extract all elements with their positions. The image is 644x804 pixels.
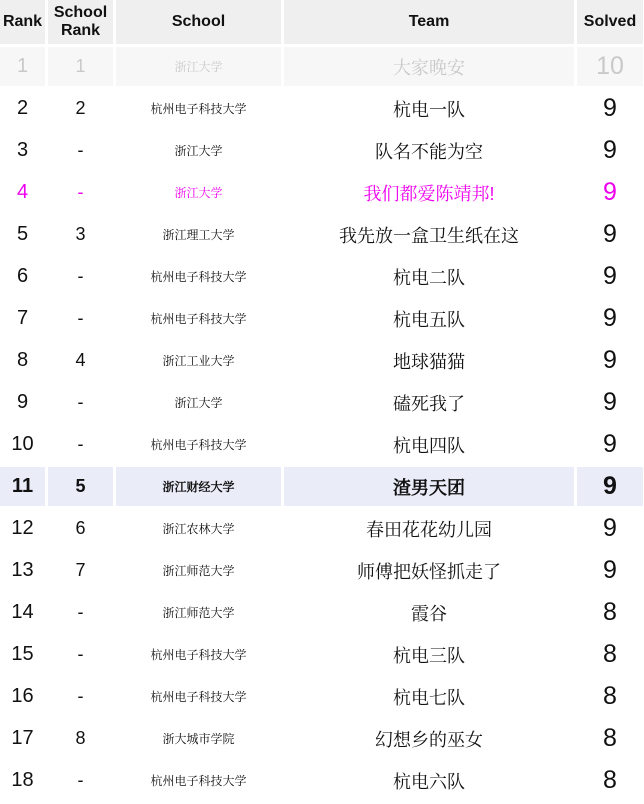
school-name: 浙江大学 — [116, 173, 281, 212]
rank-cell: 15 — [0, 635, 45, 674]
solved-count: 9 — [577, 551, 643, 590]
standings-row — [0, 89, 643, 128]
solved-count: 9 — [577, 173, 643, 212]
rank-cell: 8 — [0, 341, 45, 380]
col-header-team: Team — [284, 0, 574, 44]
school-name: 浙大城市学院 — [116, 719, 281, 758]
solved-count: 9 — [577, 383, 643, 422]
solved-count: 9 — [577, 257, 643, 296]
rank-cell: 14 — [0, 593, 45, 632]
team-name: 幻想乡的巫女 — [284, 719, 574, 758]
solved-count: 8 — [577, 635, 643, 674]
school-rank-cell: - — [48, 299, 113, 338]
standings-row — [0, 341, 643, 380]
school-rank-cell: - — [48, 131, 113, 170]
school-rank-cell: - — [48, 677, 113, 716]
school-name: 浙江财经大学 — [116, 467, 281, 506]
school-name: 浙江大学 — [116, 131, 281, 170]
team-name: 渣男天团 — [284, 467, 574, 506]
team-name: 师傅把妖怪抓走了 — [284, 551, 574, 590]
rank-cell: 1 — [0, 47, 45, 86]
rank-cell: 16 — [0, 677, 45, 716]
team-name: 磕死我了 — [284, 383, 574, 422]
standings-body — [0, 47, 643, 800]
school-name: 浙江大学 — [116, 47, 281, 86]
solved-count: 9 — [577, 299, 643, 338]
rank-cell: 7 — [0, 299, 45, 338]
school-rank-cell: - — [48, 425, 113, 464]
team-name: 杭电二队 — [284, 257, 574, 296]
school-rank-cell: 7 — [48, 551, 113, 590]
school-name: 浙江工业大学 — [116, 341, 281, 380]
school-rank-cell: 6 — [48, 509, 113, 548]
rank-cell: 18 — [0, 761, 45, 800]
standings-row — [0, 215, 643, 254]
school-rank-cell: - — [48, 635, 113, 674]
school-name: 浙江大学 — [116, 383, 281, 422]
solved-count: 9 — [577, 215, 643, 254]
school-name: 杭州电子科技大学 — [116, 635, 281, 674]
school-rank-cell: - — [48, 593, 113, 632]
school-rank-cell: 4 — [48, 341, 113, 380]
school-name: 杭州电子科技大学 — [116, 425, 281, 464]
solved-count: 9 — [577, 467, 643, 506]
solved-count: 8 — [577, 677, 643, 716]
rank-cell: 11 — [0, 467, 45, 506]
rank-cell: 9 — [0, 383, 45, 422]
standings-row — [0, 299, 643, 338]
rank-cell: 10 — [0, 425, 45, 464]
standings-row — [0, 761, 643, 800]
standings-row — [0, 425, 643, 464]
school-rank-cell: - — [48, 761, 113, 800]
solved-count: 8 — [577, 761, 643, 800]
standings-row — [0, 257, 643, 296]
school-name: 浙江师范大学 — [116, 551, 281, 590]
school-name: 杭州电子科技大学 — [116, 89, 281, 128]
team-name: 霞谷 — [284, 593, 574, 632]
standings-row — [0, 677, 643, 716]
rank-cell: 2 — [0, 89, 45, 128]
school-name: 浙江农林大学 — [116, 509, 281, 548]
school-rank-cell: - — [48, 257, 113, 296]
team-name: 春田花花幼儿园 — [284, 509, 574, 548]
team-name: 杭电一队 — [284, 89, 574, 128]
school-name: 浙江理工大学 — [116, 215, 281, 254]
school-rank-cell: 5 — [48, 467, 113, 506]
header-row — [0, 0, 643, 44]
solved-count: 8 — [577, 593, 643, 632]
solved-count: 10 — [577, 47, 643, 86]
standings-row — [0, 173, 643, 212]
rank-cell: 3 — [0, 131, 45, 170]
solved-count: 9 — [577, 131, 643, 170]
school-rank-cell: 2 — [48, 89, 113, 128]
school-rank-cell: 8 — [48, 719, 113, 758]
team-name: 杭电七队 — [284, 677, 574, 716]
standings-row — [0, 131, 643, 170]
rank-cell: 6 — [0, 257, 45, 296]
rank-cell: 17 — [0, 719, 45, 758]
standings-row — [0, 509, 643, 548]
standings-row — [0, 635, 643, 674]
standings-row — [0, 551, 643, 590]
solved-count: 9 — [577, 509, 643, 548]
rank-cell: 12 — [0, 509, 45, 548]
rank-cell: 4 — [0, 173, 45, 212]
col-header-school: School — [116, 0, 281, 44]
team-name: 杭电六队 — [284, 761, 574, 800]
team-name: 我先放一盒卫生纸在这 — [284, 215, 574, 254]
standings-row — [0, 47, 643, 86]
school-name: 杭州电子科技大学 — [116, 257, 281, 296]
team-name: 我们都爱陈靖邦! — [284, 173, 574, 212]
solved-count: 9 — [577, 425, 643, 464]
school-name: 杭州电子科技大学 — [116, 761, 281, 800]
school-rank-cell: 3 — [48, 215, 113, 254]
team-name: 队名不能为空 — [284, 131, 574, 170]
rank-cell: 13 — [0, 551, 45, 590]
col-header-solved: Solved — [577, 0, 643, 44]
school-name: 浙江师范大学 — [116, 593, 281, 632]
team-name: 地球猫猫 — [284, 341, 574, 380]
standings-row — [0, 383, 643, 422]
solved-count: 8 — [577, 719, 643, 758]
school-rank-cell: - — [48, 383, 113, 422]
school-rank-cell: - — [48, 173, 113, 212]
col-header-school-rank: School Rank — [48, 0, 113, 44]
solved-count: 9 — [577, 89, 643, 128]
team-name: 杭电四队 — [284, 425, 574, 464]
team-name: 大家晚安 — [284, 47, 574, 86]
rank-cell: 5 — [0, 215, 45, 254]
standings-row — [0, 593, 643, 632]
school-name: 杭州电子科技大学 — [116, 677, 281, 716]
standings-row — [0, 719, 643, 758]
standings-row — [0, 467, 643, 506]
solved-count: 9 — [577, 341, 643, 380]
team-name: 杭电五队 — [284, 299, 574, 338]
school-rank-cell: 1 — [48, 47, 113, 86]
team-name: 杭电三队 — [284, 635, 574, 674]
col-header-rank: Rank — [0, 0, 45, 44]
school-name: 杭州电子科技大学 — [116, 299, 281, 338]
